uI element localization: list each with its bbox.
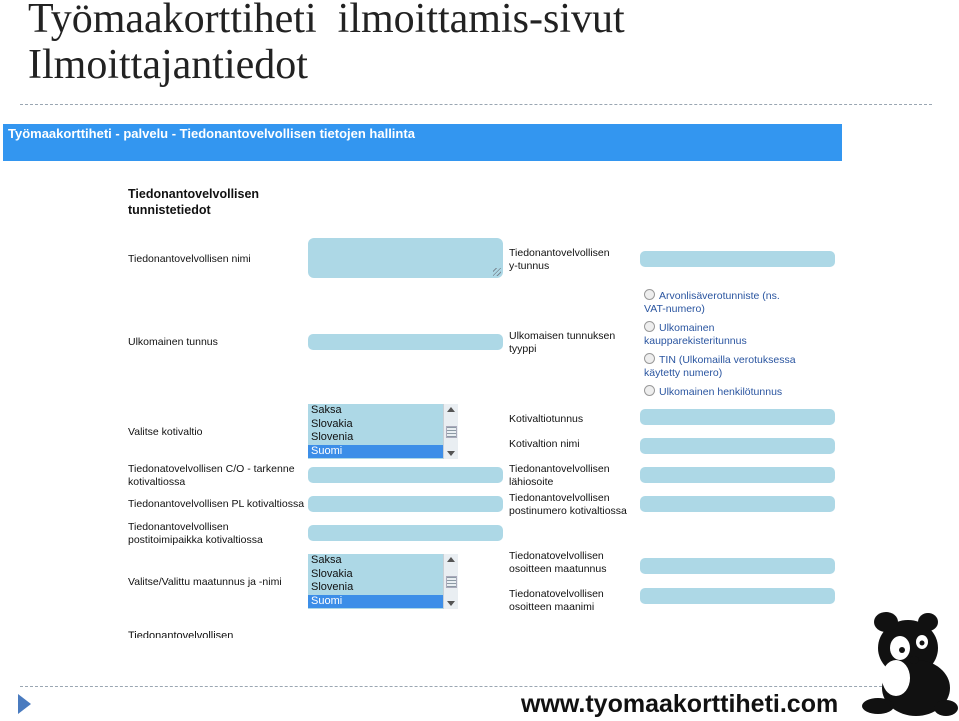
app-banner (3, 124, 842, 161)
list-item-selected[interactable]: Suomi (308, 445, 444, 459)
maatunnus-listbox[interactable] (308, 554, 458, 609)
label-maatunnus-line2: osoitteen maatunnus (509, 563, 607, 575)
scroll-up-icon[interactable] (447, 557, 455, 562)
radio-tin[interactable] (644, 353, 796, 380)
postinumero-input[interactable] (640, 496, 835, 512)
label-postitoimipaikka-line2: postitoimipaikka kotivaltiossa (128, 534, 263, 546)
label-maatunnus-line1: Tiedonatovelvollisen (509, 550, 604, 562)
radio-icon[interactable] (644, 321, 655, 332)
label-tyyppi-line1: Ulkomaisen tunnuksen (509, 330, 616, 342)
label-postitoimipaikka-line1: Tiedonantovelvollisen (128, 521, 229, 533)
bullet-arrow-icon (18, 694, 31, 714)
lahiosoite-input[interactable] (640, 467, 835, 483)
radio-icon[interactable] (644, 353, 655, 364)
radio-henkilotunnus[interactable] (644, 385, 782, 399)
ytunnus-input[interactable] (640, 251, 835, 267)
scroll-thumb[interactable] (446, 426, 457, 438)
list-item[interactable]: Saksa (311, 554, 342, 566)
kotivaltiotunnus-input[interactable] (640, 409, 835, 425)
label-lahiosoite-line1: Tiedonantovelvollisen (509, 463, 610, 475)
label-postinumero-line2: postinumero kotivaltiossa (509, 505, 627, 517)
pl-input[interactable] (308, 496, 503, 512)
radio-vat-line2: VAT-numero) (644, 303, 705, 315)
resize-grip-icon[interactable] (493, 268, 501, 276)
label-maanimi-line1: Tiedonatovelvollisen (509, 588, 604, 600)
list-item[interactable]: Slovakia (311, 567, 353, 580)
section-title (128, 186, 259, 218)
footer-url: www.tyomaakorttiheti.com (521, 690, 839, 718)
scroll-down-icon[interactable] (447, 451, 455, 456)
slide-title (28, 0, 625, 88)
radio-hetu-line1: Ulkomainen henkilötunnus (659, 386, 783, 398)
label-tyyppi-line2: tyyppi (509, 343, 537, 355)
label-ulkomainen-tunnus: Ulkomainen tunnus (128, 336, 218, 348)
label-maatunnus-valinta: Valitse/Valittu maatunnus ja -nimi (128, 576, 282, 588)
radio-icon[interactable] (644, 289, 655, 300)
label-pl: Tiedonantovelvollisen PL kotivaltiossa (128, 498, 305, 510)
radio-tin-line2: käytetty numero) (644, 367, 723, 379)
postitoimipaikka-input[interactable] (308, 525, 503, 541)
maatunnus-input[interactable] (640, 558, 835, 574)
co-input[interactable] (308, 467, 503, 483)
label-co (128, 463, 295, 489)
cut-off-label: Tiedonantovelvollisen (128, 630, 234, 638)
label-ytunnus-line2: y-tunnus (509, 260, 550, 272)
label-kotivaltion-nimi: Kotivaltion nimi (509, 438, 580, 450)
label-co-line2: kotivaltiossa (128, 476, 186, 488)
list-item[interactable]: Slovakia (311, 417, 353, 430)
section-title-line2: tunnistetiedot (128, 203, 211, 217)
ulkomainen-tunnus-input[interactable] (308, 334, 503, 350)
banner-title: Työmaakorttiheti - palvelu - Tiedonantovelvollisen tietojen hallinta (8, 126, 415, 141)
form-screenshot (3, 124, 842, 638)
scroll-up-icon[interactable] (447, 407, 455, 412)
radio-vat-line1: Arvonlisäverotunniste (ns. (659, 290, 780, 302)
label-maanimi (509, 588, 604, 614)
listbox-scrollbar[interactable] (443, 554, 458, 609)
label-kotivaltiotunnus: Kotivaltiotunnus (509, 413, 584, 425)
label-valitse-kotivaltio: Valitse kotivaltio (128, 426, 203, 438)
radio-vat[interactable] (644, 289, 780, 316)
label-tunnuksen-tyyppi (509, 330, 615, 356)
label-lahiosoite-line2: lähiosoite (509, 476, 554, 488)
bear-mascot-icon (856, 608, 959, 720)
top-divider (20, 104, 932, 105)
slide-title-line2: Ilmoittajantiedot (28, 42, 308, 88)
bottom-divider (20, 686, 932, 687)
label-lahiosoite (509, 463, 610, 489)
radio-kauppa-line1: Ulkomainen (659, 322, 715, 334)
slide-title-line1: Työmaakorttiheti ilmoittamis-sivut (28, 0, 625, 42)
label-postitoimipaikka (128, 521, 263, 547)
label-postinumero-line1: Tiedonantovelvollisen (509, 492, 610, 504)
list-item[interactable]: Slovenia (311, 581, 354, 593)
label-nimi: Tiedonantovelvollisen nimi (128, 253, 251, 265)
label-maatunnus (509, 550, 606, 576)
section-title-line1: Tiedonantovelvollisen (128, 187, 260, 201)
label-postinumero (509, 492, 627, 518)
radio-kaupparekisteri[interactable] (644, 321, 747, 348)
label-co-line1: Tiedonatovelvollisen C/O - tarkenne (128, 463, 295, 475)
maanimi-input[interactable] (640, 588, 835, 604)
nimi-textarea[interactable] (308, 238, 503, 278)
label-ytunnus (509, 247, 610, 273)
kotivaltion-nimi-input[interactable] (640, 438, 835, 454)
kotivaltio-listbox[interactable] (308, 404, 458, 459)
label-maanimi-line2: osoitteen maanimi (509, 601, 595, 613)
list-item-selected[interactable]: Suomi (308, 595, 444, 609)
radio-tin-line1: TIN (Ulkomailla verotuksessa (659, 354, 796, 366)
list-item[interactable]: Saksa (311, 404, 342, 416)
radio-icon[interactable] (644, 385, 655, 396)
scroll-down-icon[interactable] (447, 601, 455, 606)
radio-kauppa-line2: kaupparekisteritunnus (644, 335, 747, 347)
list-item[interactable]: Slovenia (311, 431, 354, 443)
listbox-scrollbar[interactable] (443, 404, 458, 459)
label-ytunnus-line1: Tiedonantovelvollisen (509, 247, 610, 259)
scroll-thumb[interactable] (446, 576, 457, 588)
